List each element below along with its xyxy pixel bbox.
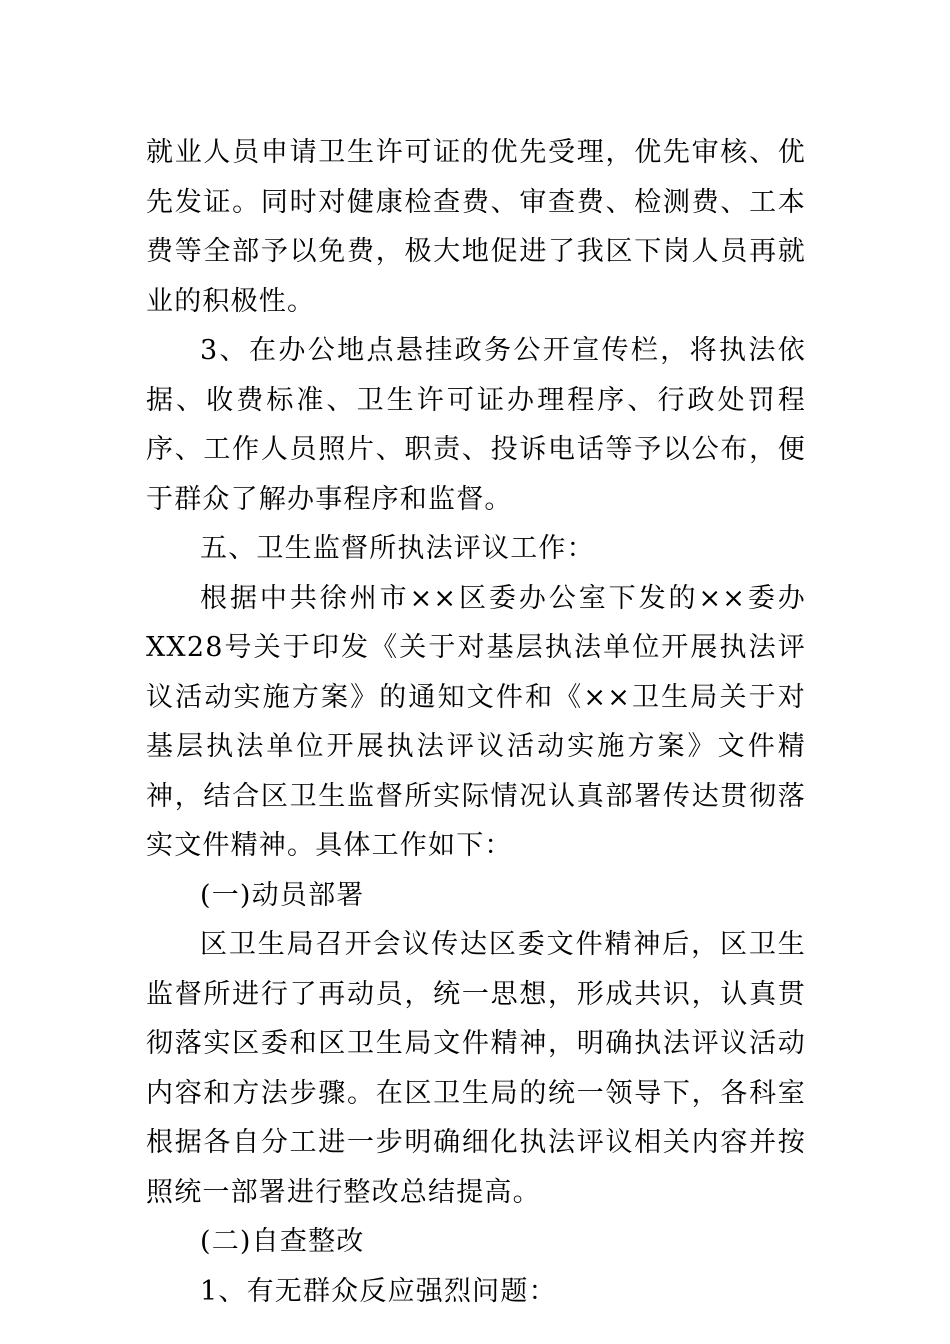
section-heading-5: 五、卫生监督所执法评议工作： [200, 533, 595, 564]
subheading-self-inspection: (二)自查整改 [200, 1226, 365, 1257]
paragraph-basis: 根据中共徐州市××区委办公室下发的××委办XX28号关于印发《关于对基层执法单位开展执法评议活动实施方案》的通知文件和《××卫生局关于对基层执法单位开展执法评议活动实施方案》文件精神，结合区卫生监督所实际情况认真部署传达贯彻落实文件精神。具体工作如下： [146, 582, 806, 861]
paragraph-item-3: 3、在办公地点悬挂政务公开宣传栏，将执法依据、收费标准、卫生许可证办理程序、行政处罚程序、工作人员照片、职责、投诉电话等予以公布，便于群众了解办事程序和监督。 [146, 335, 806, 515]
paragraph-mobilization: 区卫生局召开会议传达区委文件精神后，区卫生监督所进行了再动员，统一思想，形成共识，认真贯彻落实区委和区卫生局文件精神，明确执法评议活动内容和方法步骤。在区卫生局的统一领导下，各科室根据各自分工进一步明确细化执法评议相关内容并按照统一部署进行整改总结提高。 [146, 929, 806, 1208]
paragraph-continuation: 就业人员申请卫生许可证的优先受理，优先审核、优先发证。同时对健康检查费、审查费、检测费、工本费等全部予以免费，极大地促进了我区下岗人员再就业的积极性。 [146, 137, 806, 317]
document-body [146, 128, 806, 1316]
subheading-mobilization: (一)动员部署 [200, 879, 365, 911]
paragraph-item-1: 1、有无群众反应强烈问题： [200, 1275, 557, 1307]
